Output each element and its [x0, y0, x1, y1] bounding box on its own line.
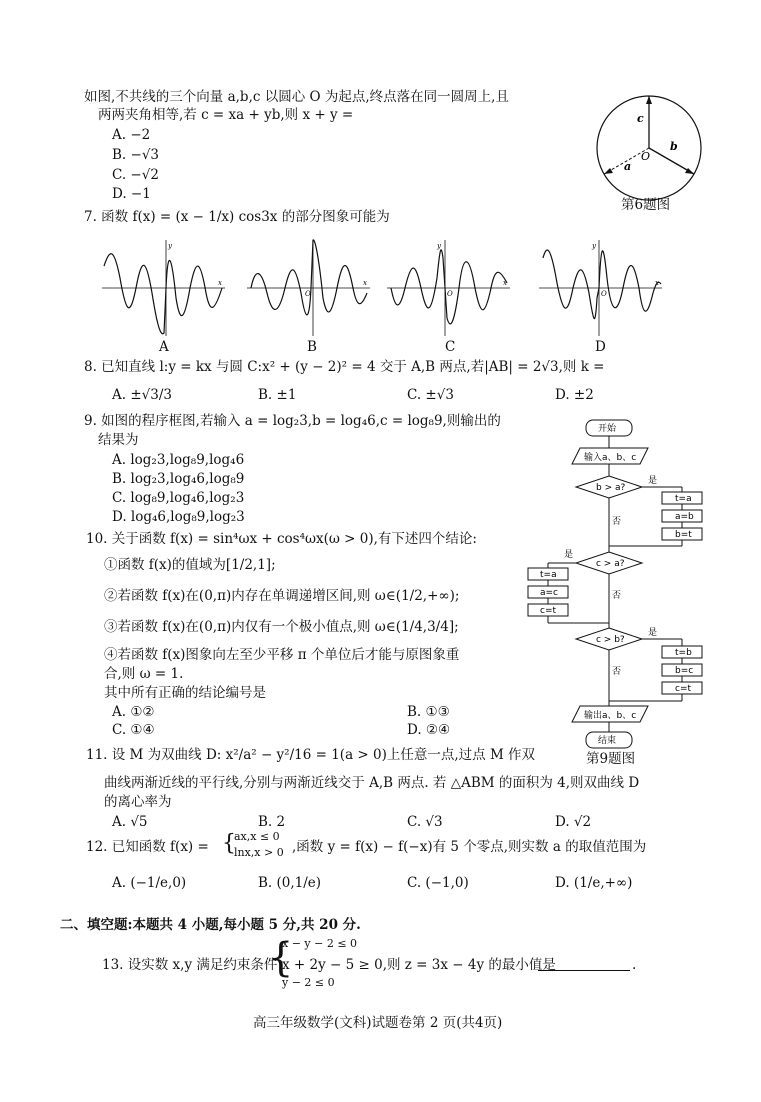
q6-label-a: a	[624, 160, 632, 173]
q12-option-c: C. (−1,0)	[407, 875, 469, 891]
svg-text:x: x	[503, 279, 507, 287]
q7-graph-b	[245, 238, 375, 338]
q9-figure-caption: 第9题图	[586, 751, 636, 767]
svg-text:y: y	[168, 242, 172, 250]
q13-brace: {	[268, 935, 294, 981]
q7-graph-c	[385, 238, 515, 338]
section2-title: 二、填空题:本题共 4 小题,每小题 5 分,共 20 分.	[60, 917, 361, 933]
svg-text:开始: 开始	[598, 424, 617, 434]
svg-text:否: 否	[612, 591, 622, 601]
q11-option-a: A. √5	[112, 814, 148, 830]
svg-text:是: 是	[648, 628, 658, 638]
q9-option-c: C. log₈9,log₄6,log₂3	[112, 490, 245, 506]
q10-statement-1: ①函数 f(x)的值域为[1/2,1];	[104, 557, 276, 573]
svg-text:输入a、b、c: 输入a、b、c	[584, 453, 637, 463]
q12-option-d: D. (1/e,+∞)	[555, 875, 633, 891]
q10-statement-2: ②若函数 f(x)在(0,π)内存在单调递增区间,则 ω∈(1/2,+∞);	[104, 588, 460, 604]
svg-text:输出a、b、c: 输出a、b、c	[584, 711, 637, 721]
svg-text:t=a: t=a	[675, 494, 692, 504]
q13-answer-blank	[538, 958, 630, 975]
q11-option-b: B. 2	[258, 814, 286, 830]
svg-text:O: O	[601, 290, 607, 298]
q7-text: 7. 函数 f(x) = (x − 1/x) cos3x 的部分图象可能为	[84, 209, 390, 225]
q9-option-d: D. log₄6,log₈9,log₂3	[112, 509, 245, 525]
q12-brace: {	[222, 831, 236, 856]
svg-text:c=t: c=t	[675, 684, 692, 694]
q12-option-b: B. (0,1/e)	[258, 875, 322, 891]
q9-option-b: B. log₂3,log₄6,log₈9	[112, 471, 245, 487]
q10-option-d: D. ②④	[407, 722, 451, 738]
svg-text:结束: 结束	[598, 736, 617, 746]
q8-option-b: B. ±1	[258, 387, 297, 403]
q9-flowchart	[524, 416, 714, 756]
q6-line2: 两两夹角相等,若 c = xa + yb,则 x + y =	[98, 107, 354, 123]
q6-line1: 如图,不共线的三个向量 a,b,c 以圆心 O 为起点,终点落在同一圆周上,且	[84, 89, 509, 105]
svg-text:b=c: b=c	[675, 666, 694, 676]
q13-tail: .	[632, 957, 637, 973]
q13-constraint-2: x + 2y − 5 ≥ 0,则 z = 3x − 4y 的最小值是	[282, 957, 556, 973]
q6-label-b: b	[670, 140, 678, 153]
q13-constraint-3: y − 2 ≤ 0	[282, 976, 335, 989]
svg-text:x: x	[218, 279, 222, 287]
svg-text:x: x	[363, 279, 367, 287]
svg-text:b > a?: b > a?	[596, 483, 626, 493]
q9-line1: 9. 如图的程序框图,若输入 a = log₂3,b = log₄6,c = log₈9,则输出的	[84, 413, 501, 429]
q7-graph-d	[537, 238, 667, 338]
q8-option-d: D. ±2	[555, 387, 594, 403]
svg-text:c > a?: c > a?	[596, 559, 625, 569]
q11-line3: 的离心率为	[104, 794, 172, 810]
q11-line2: 曲线两渐近线的平行线,分别与两渐近线交于 A,B 两点. 若 △ABM 的面积为 4,则双曲线 D	[104, 775, 640, 791]
svg-text:c > b?: c > b?	[596, 635, 625, 645]
q6-option-d: D. −1	[112, 186, 151, 202]
q9-option-a: A. log₂3,log₈9,log₄6	[112, 452, 245, 468]
svg-text:O: O	[447, 290, 453, 298]
svg-text:否: 否	[612, 667, 622, 677]
q13-pre: 13. 设实数 x,y 满足约束条件	[102, 957, 278, 973]
q10-option-c: C. ①④	[112, 722, 155, 738]
svg-text:否: 否	[612, 517, 622, 527]
q12-post: ,函数 y = f(x) − f(−x)有 5 个零点,则实数 a 的取值范围为	[292, 839, 647, 855]
q6-option-c: C. −√2	[112, 167, 159, 183]
q10-statement-4a: ④若函数 f(x)图象向左至少平移 π 个单位后才能与原图象重	[104, 647, 460, 663]
svg-text:是: 是	[564, 550, 574, 560]
svg-text:t=b: t=b	[675, 648, 692, 658]
q7-graph-a	[100, 238, 230, 338]
q7-graph-label-a: A	[159, 339, 169, 355]
q8-text: 8. 已知直线 l:y = kx 与圆 C:x² + (y − 2)² = 4 交于 A,B 两点,若|AB| = 2√3,则 k =	[84, 359, 605, 375]
svg-text:t=a: t=a	[540, 570, 557, 580]
q7-graph-label-c: C	[445, 339, 456, 355]
q8-option-c: C. ±√3	[407, 387, 454, 403]
page-footer: 高三年级数学(文科)试题卷第 2 页(共4页)	[253, 1015, 503, 1031]
q12-case1: ax,x ≤ 0	[234, 830, 280, 843]
svg-text:y: y	[437, 242, 441, 250]
svg-text:y: y	[592, 242, 596, 250]
svg-text:是: 是	[648, 476, 658, 486]
q11-option-d: D. √2	[555, 814, 592, 830]
q12-pre: 12. 已知函数 f(x) =	[86, 839, 209, 855]
svg-text:a=b: a=b	[675, 512, 694, 522]
q7-graph-label-d: D	[595, 339, 606, 355]
svg-text:b=t: b=t	[675, 530, 692, 540]
q6-option-b: B. −√3	[112, 147, 160, 163]
q6-label-c: c	[637, 112, 644, 125]
q10-option-b: B. ①③	[407, 704, 450, 720]
q12-case2: lnx,x > 0	[234, 846, 284, 859]
svg-text:c=t: c=t	[540, 606, 557, 616]
q10-statement-4b: 合,则 ω = 1.	[104, 666, 184, 682]
q10-option-a: A. ①②	[112, 704, 155, 720]
q10-ask: 其中所有正确的结论编号是	[104, 685, 266, 701]
q6-option-a: A. −2	[112, 127, 151, 143]
svg-text:a=c: a=c	[540, 588, 559, 598]
q12-option-a: A. (−1/e,0)	[112, 875, 187, 891]
q6-figure-caption: 第6题图	[621, 197, 671, 213]
q11-line1: 11. 设 M 为双曲线 D: x²/a² − y²/16 = 1(a > 0)上任意一点,过点 M 作双	[86, 747, 536, 763]
svg-text:O: O	[305, 290, 311, 298]
q8-option-a: A. ±√3/3	[112, 387, 172, 403]
q10-statement-3: ③若函数 f(x)在(0,π)内仅有一个极小值点,则 ω∈(1/4,3/4];	[104, 619, 459, 635]
q11-option-c: C. √3	[407, 814, 443, 830]
q10-line1: 10. 关于函数 f(x) = sin⁴ωx + cos⁴ωx(ω > 0),有下述四个结论:	[86, 531, 477, 547]
q6-circle-figure	[588, 74, 716, 204]
q7-graph-label-b: B	[307, 339, 317, 355]
q9-line2: 结果为	[98, 432, 139, 448]
q13-constraint-1: x − y − 2 ≤ 0	[282, 937, 358, 950]
svg-text:x: x	[655, 279, 659, 287]
q6-label-o: O	[641, 150, 651, 163]
